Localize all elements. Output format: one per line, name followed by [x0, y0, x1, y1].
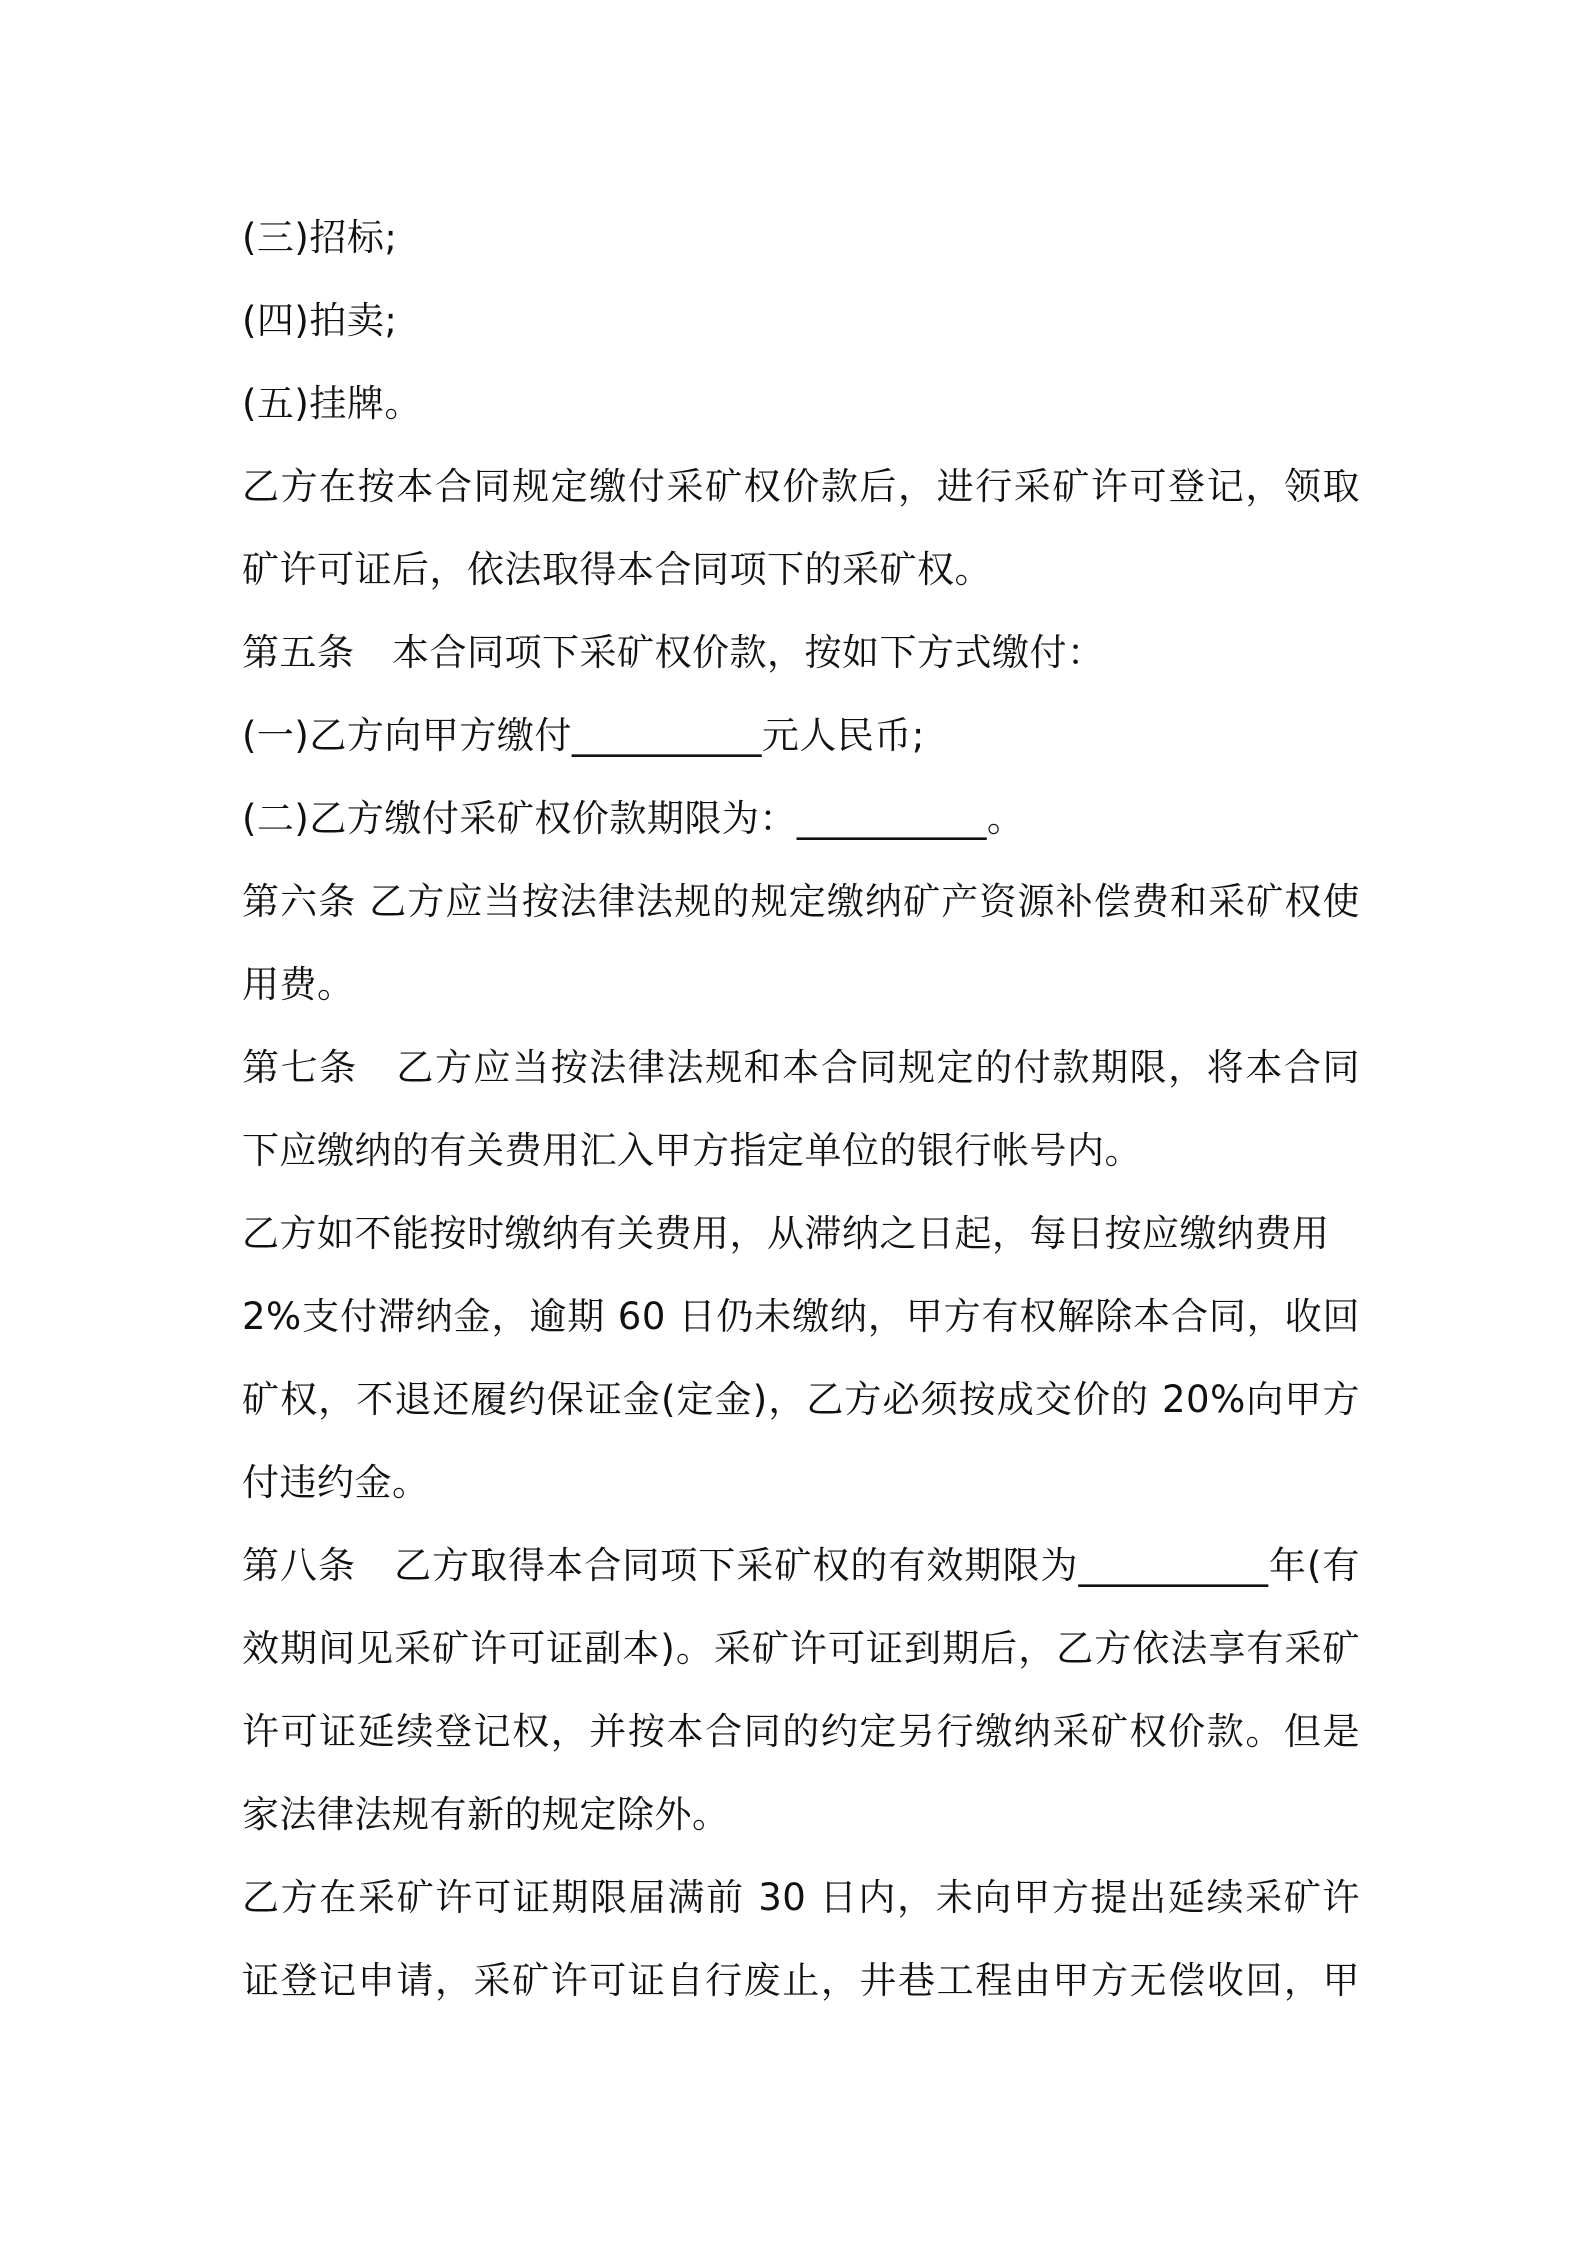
article-heading: 第七条 乙方应当按法律法规和本合同规定的付款期限，将本合同 [242, 1046, 1360, 1089]
article-heading: 第八条 乙方取得本合同项下采矿权的有效期限为__________年(有 [242, 1544, 1360, 1587]
text-line: 乙方在按本合同规定缴付采矿权价款后，进行采矿许可登记，领取 [242, 465, 1360, 508]
text-line: 家法律法规有新的规定除外。 [242, 1793, 730, 1836]
text-line: (三)招标; [242, 216, 398, 259]
text-line: 2%支付滞纳金，逾期 60 日仍未缴纳，甲方有权解除本合同，收回 [242, 1295, 1360, 1338]
text-line: (五)挂牌。 [242, 382, 422, 425]
text-line: 付违约金。 [242, 1461, 430, 1504]
text-line: 乙方在采矿许可证期限届满前 30 日内，未向甲方提出延续采矿许 [242, 1876, 1360, 1919]
text-line: (二)乙方缴付采矿权价款期限为：__________。 [242, 797, 1025, 840]
article-heading: 第五条 本合同项下采矿权价款，按如下方式缴付： [242, 631, 1105, 674]
contract-text [242, 196, 1360, 2022]
text-line: 证登记申请，采矿许可证自行废止，井巷工程由甲方无偿收回，甲 [242, 1959, 1360, 2002]
text-line: 矿权，不退还履约保证金(定金)，乙方必须按成交价的 20%向甲方 [242, 1378, 1360, 1421]
text-line: 乙方如不能按时缴纳有关费用，从滞纳之日起，每日按应缴纳费用 [242, 1212, 1330, 1255]
text-line: 效期间见采矿许可证副本)。采矿许可证到期后，乙方依法享有采矿 [242, 1627, 1360, 1670]
article-heading: 第六条 乙方应当按法律法规的规定缴纳矿产资源补偿费和采矿权使 [242, 880, 1360, 923]
text-line: (一)乙方向甲方缴付__________元人民币; [242, 714, 925, 757]
text-line: 许可证延续登记权，并按本合同的约定另行缴纳采矿权价款。但是 [242, 1710, 1360, 1753]
text-line: 矿许可证后，依法取得本合同项下的采矿权。 [242, 548, 992, 591]
text-line: 下应缴纳的有关费用汇入甲方指定单位的银行帐号内。 [242, 1129, 1142, 1172]
text-line: 用费。 [242, 963, 355, 1006]
text-line: (四)拍卖; [242, 299, 398, 342]
